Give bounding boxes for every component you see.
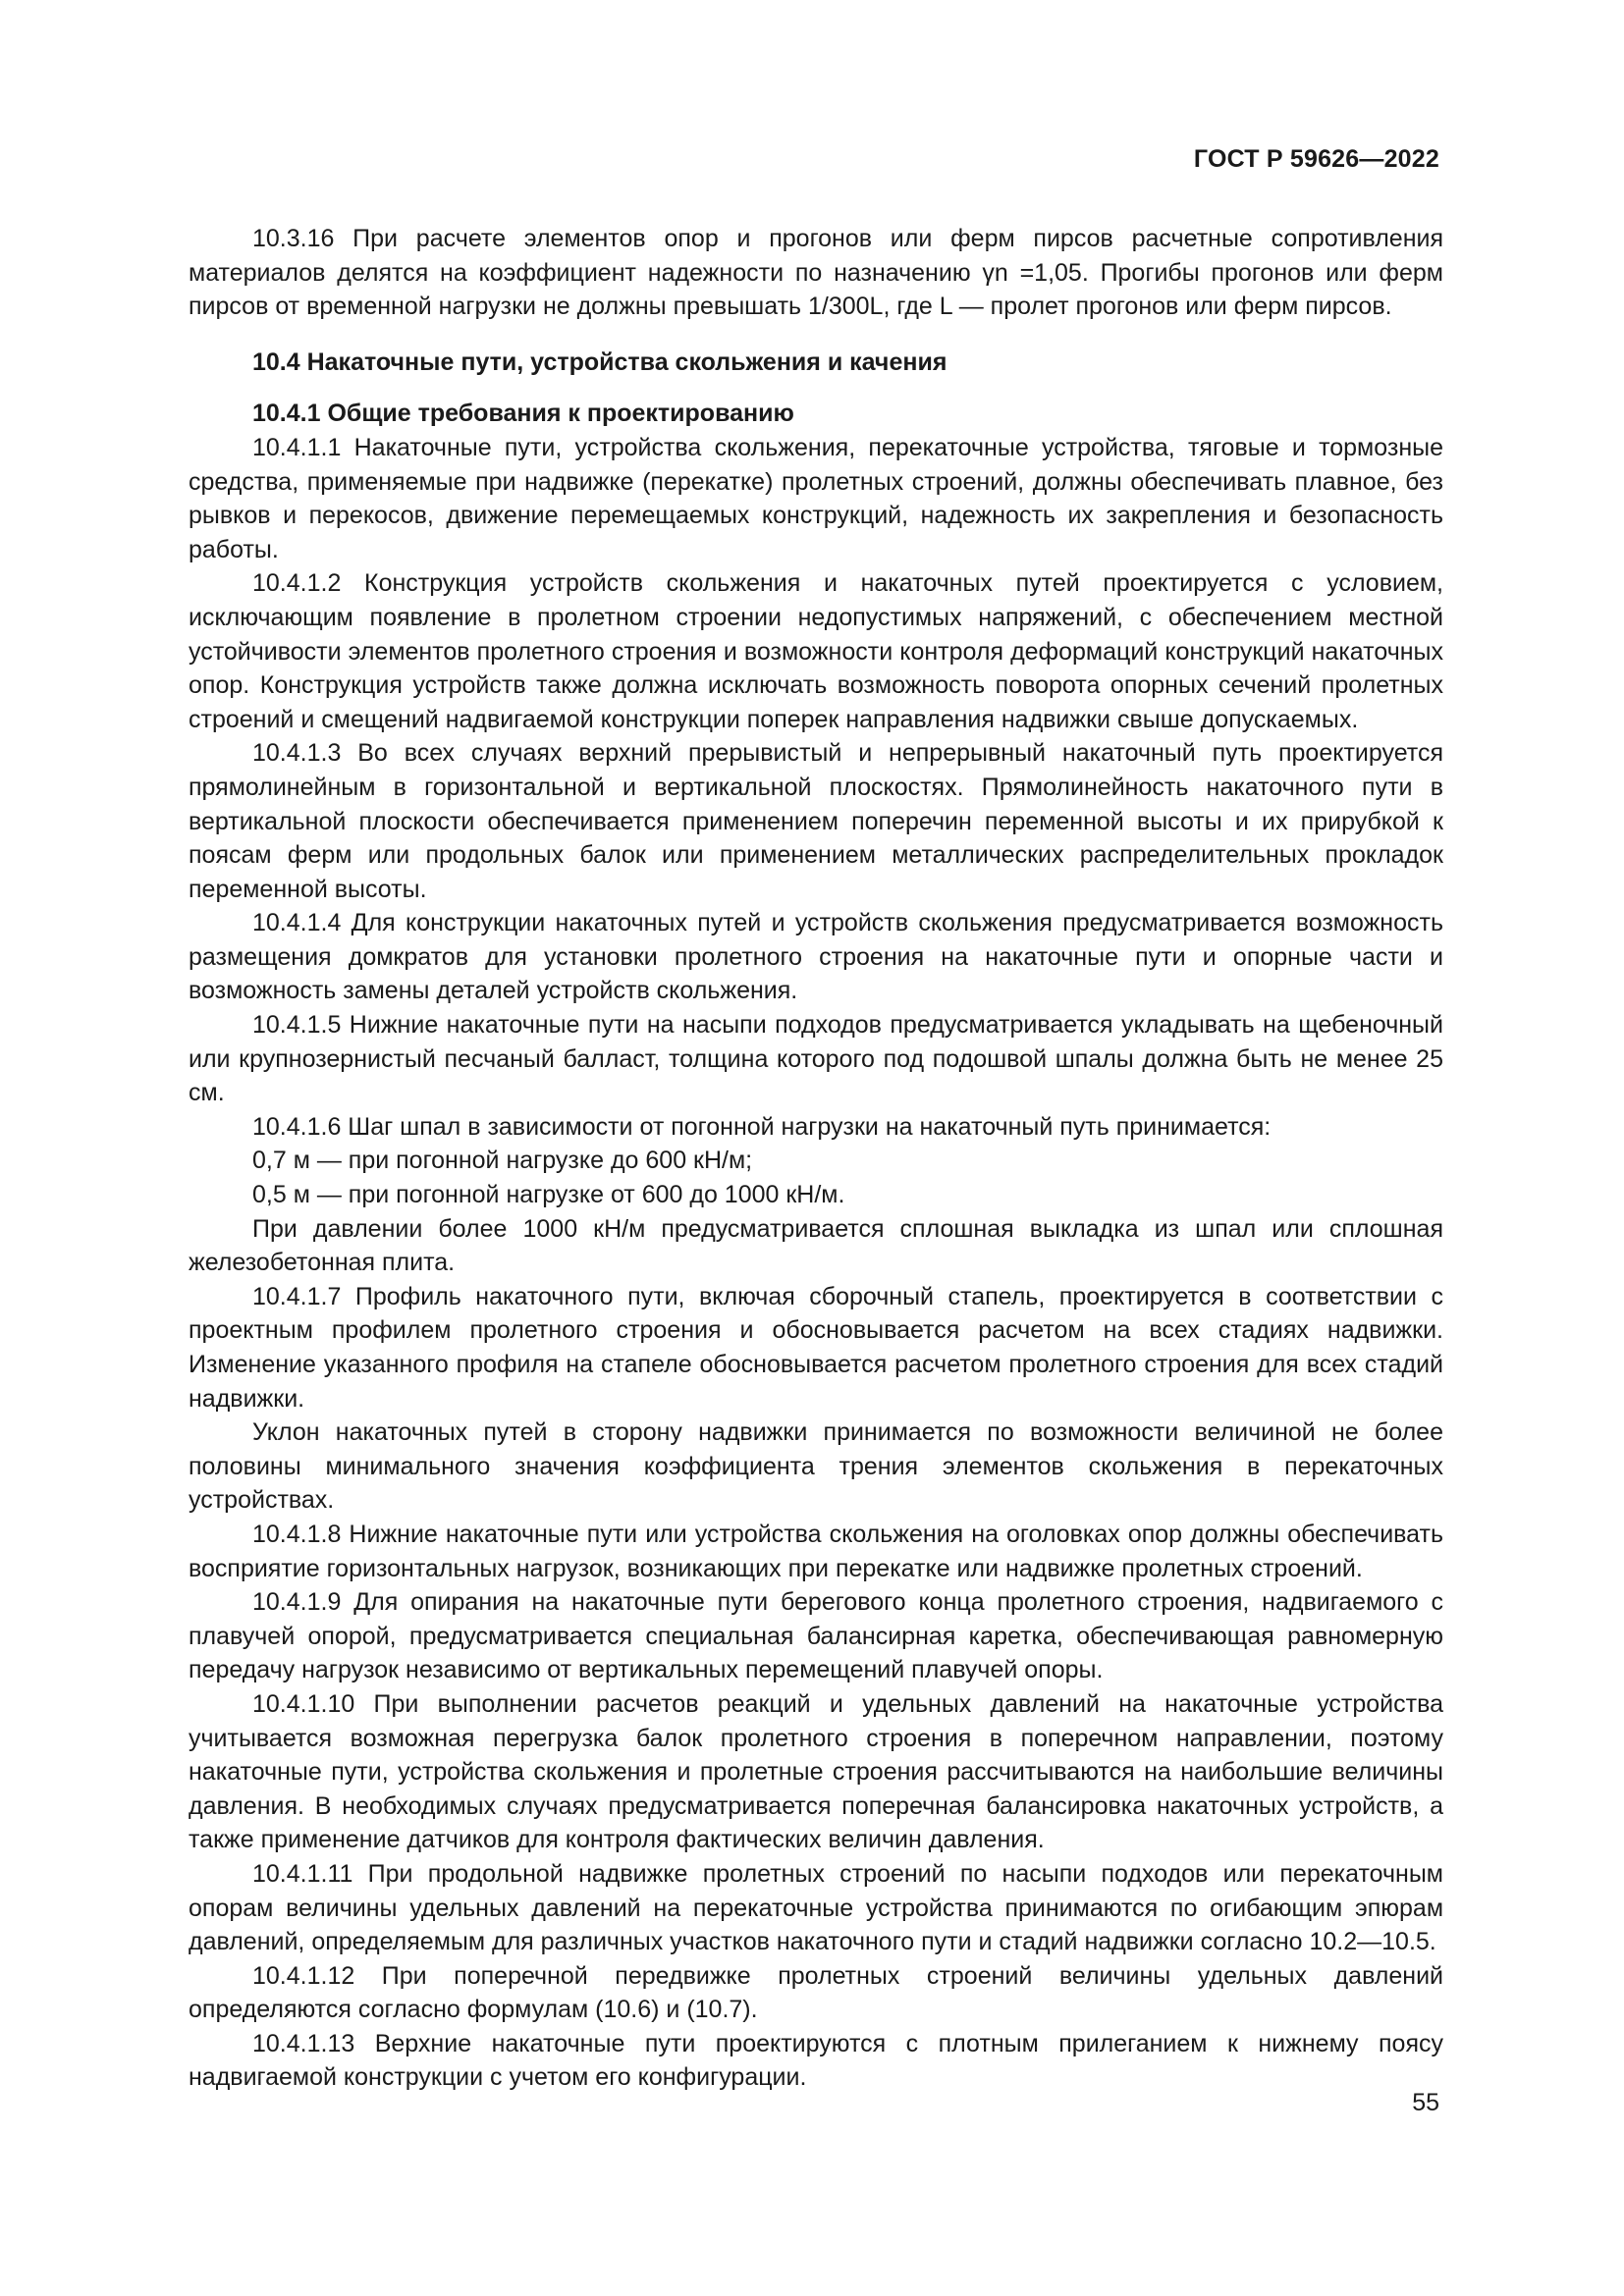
paragraph-10-4-1-12: 10.4.1.12 При поперечной передвижке пролетных строений величины удельных давлений определяются согласно формулам (10.6) и (10.7). [189,1961,1443,2024]
paragraph-10-4-1-3: 10.4.1.3 Во всех случаях верхний прерывистый и непрерывный накаточный путь проектируется прямолинейным в горизонтальной и вертикальной плоскостях. Прямолинейность накаточного пути в вертикальной плоскости обеспечивается применением поперечин переменной высоты и их прирубкой к поясам ферм или продольных балок или применением металлических распределительных прокладок переменной высоты. [189,739,1443,903]
page-number: 55 [1412,2089,1439,2116]
paragraph-10-4-1-2: 10.4.1.2 Конструкция устройств скольжения и накаточных путей проектируется с условием, исключающим появление в пролетном строении недопустимых напряжений, с обеспечением местной устойчивости элементов пролетного строения и возможности контроля деформаций конструкций накаточных опор. Конструкция устройств также должна исключать возможность поворота опорных сечений пролетных строений и смещений надвигаемой конструкции поперек направления надвижки свыше допускаемых. [189,569,1443,733]
paragraph-slope: Уклон накаточных путей в сторону надвижки принимается по возможности величиной не более половины минимального значения коэффициента трения элементов скольжения в перекаточных устройствах. [189,1418,1443,1515]
paragraph-10-4-1-9: 10.4.1.9 Для опирания на накаточные пути берегового конца пролетного строения, надвигаемого с плавучей опорой, предусматривается специальная балансирная каретка, обеспечивающая равномерную передачу нагрузок независимо от вертикальных перемещений плавучей опоры. [189,1588,1443,1684]
paragraph-10-3-16: 10.3.16 При расчете элементов опор и прогонов или ферм пирсов расчетные сопротивления материалов делятся на коэффициент надежности по назначению γn =1,05. Прогибы прогонов или ферм пирсов от временной нагрузки не должны превышать 1/300L, где L — пролет прогонов или ферм пирсов. [189,225,1443,321]
subsection-heading-10-4-1: 10.4.1 Общие требования к проектированию [252,400,794,428]
list-item-sleeper-step-1: 0,7 м — при погонной нагрузке до 600 кН/м; [252,1147,753,1175]
paragraph-10-4-1-5: 10.4.1.5 Нижние накаточные пути на насыпи подходов предусматривается укладывать на щебеночный или крупнозернистый песчаный балласт, толщина которого под подошвой шпалы должна быть не менее 25 см. [189,1011,1443,1107]
paragraph-10-4-1-1: 10.4.1.1 Накаточные пути, устройства скольжения, перекаточные устройства, тяговые и тормозные средства, применяемые при надвижке (перекатке) пролетных строений, должны обеспечивать плавное, без рывков и перекосов, движение перемещаемых конструкций, надежность их закрепления и безопасность работы. [189,433,1443,563]
list-item-sleeper-step-2: 0,5 м — при погонной нагрузке от 600 до 1000 кН/м. [252,1181,845,1209]
paragraph-10-4-1-4: 10.4.1.4 Для конструкции накаточных путей и устройств скольжения предусматривается возможность размещения домкратов для установки пролетного строения на накаточные пути и опорные части и возможность замены деталей устройств скольжения. [189,909,1443,1005]
paragraph-10-4-1-13: 10.4.1.13 Верхние накаточные пути проектируются с плотным прилеганием к нижнему поясу надвигаемой конструкции с учетом его конфигурации. [189,2029,1443,2092]
document-body [189,222,1443,2095]
paragraph-10-4-1-8: 10.4.1.8 Нижние накаточные пути или устройства скольжения на оголовках опор должны обеспечивать восприятие горизонтальных нагрузок, возникающих при перекатке или надвижке пролетных строений. [189,1520,1443,1582]
paragraph-10-4-1-7: 10.4.1.7 Профиль накаточного пути, включая сборочный стапель, проектируется в соответствии с проектным профилем пролетного строения и обосновывается расчетом на всех стадиях надвижки. Изменение указанного профиля на стапеле обосновывается расчетом пролетного строения для всех стадий надвижки. [189,1282,1443,1413]
paragraph-10-4-1-11: 10.4.1.11 При продольной надвижке пролетных строений по насыпи подходов или перекаточным опорам величины удельных давлений на перекаточные устройства принимаются по огибающим эпюрам давлений, определяемым для различных участков накаточного пути и стадий надвижки согласно 10.2—10.5. [189,1859,1443,1956]
paragraph-pressure-over-1000: При давлении более 1000 кН/м предусматривается сплошная выкладка из шпал или сплошная железобетонная плита. [189,1214,1443,1277]
standard-code-header: ГОСТ Р 59626—2022 [1193,145,1439,173]
section-heading-10-4: 10.4 Накаточные пути, устройства скольжения и качения [252,347,947,376]
paragraph-10-4-1-10: 10.4.1.10 При выполнении расчетов реакций и удельных давлений на накаточные устройства учитывается возможная перегрузка балок пролетного строения в поперечном направлении, поэтому накаточные пути, устройства скольжения и пролетные строения рассчитываются на наибольшие величины давления. В необходимых случаях предусматривается поперечная балансировка накаточных устройств, а также применение датчиков для контроля фактических величин давления. [189,1689,1443,1854]
paragraph-10-4-1-6: 10.4.1.6 Шаг шпал в зависимости от погонной нагрузки на накаточный путь принимается: [252,1112,1272,1141]
